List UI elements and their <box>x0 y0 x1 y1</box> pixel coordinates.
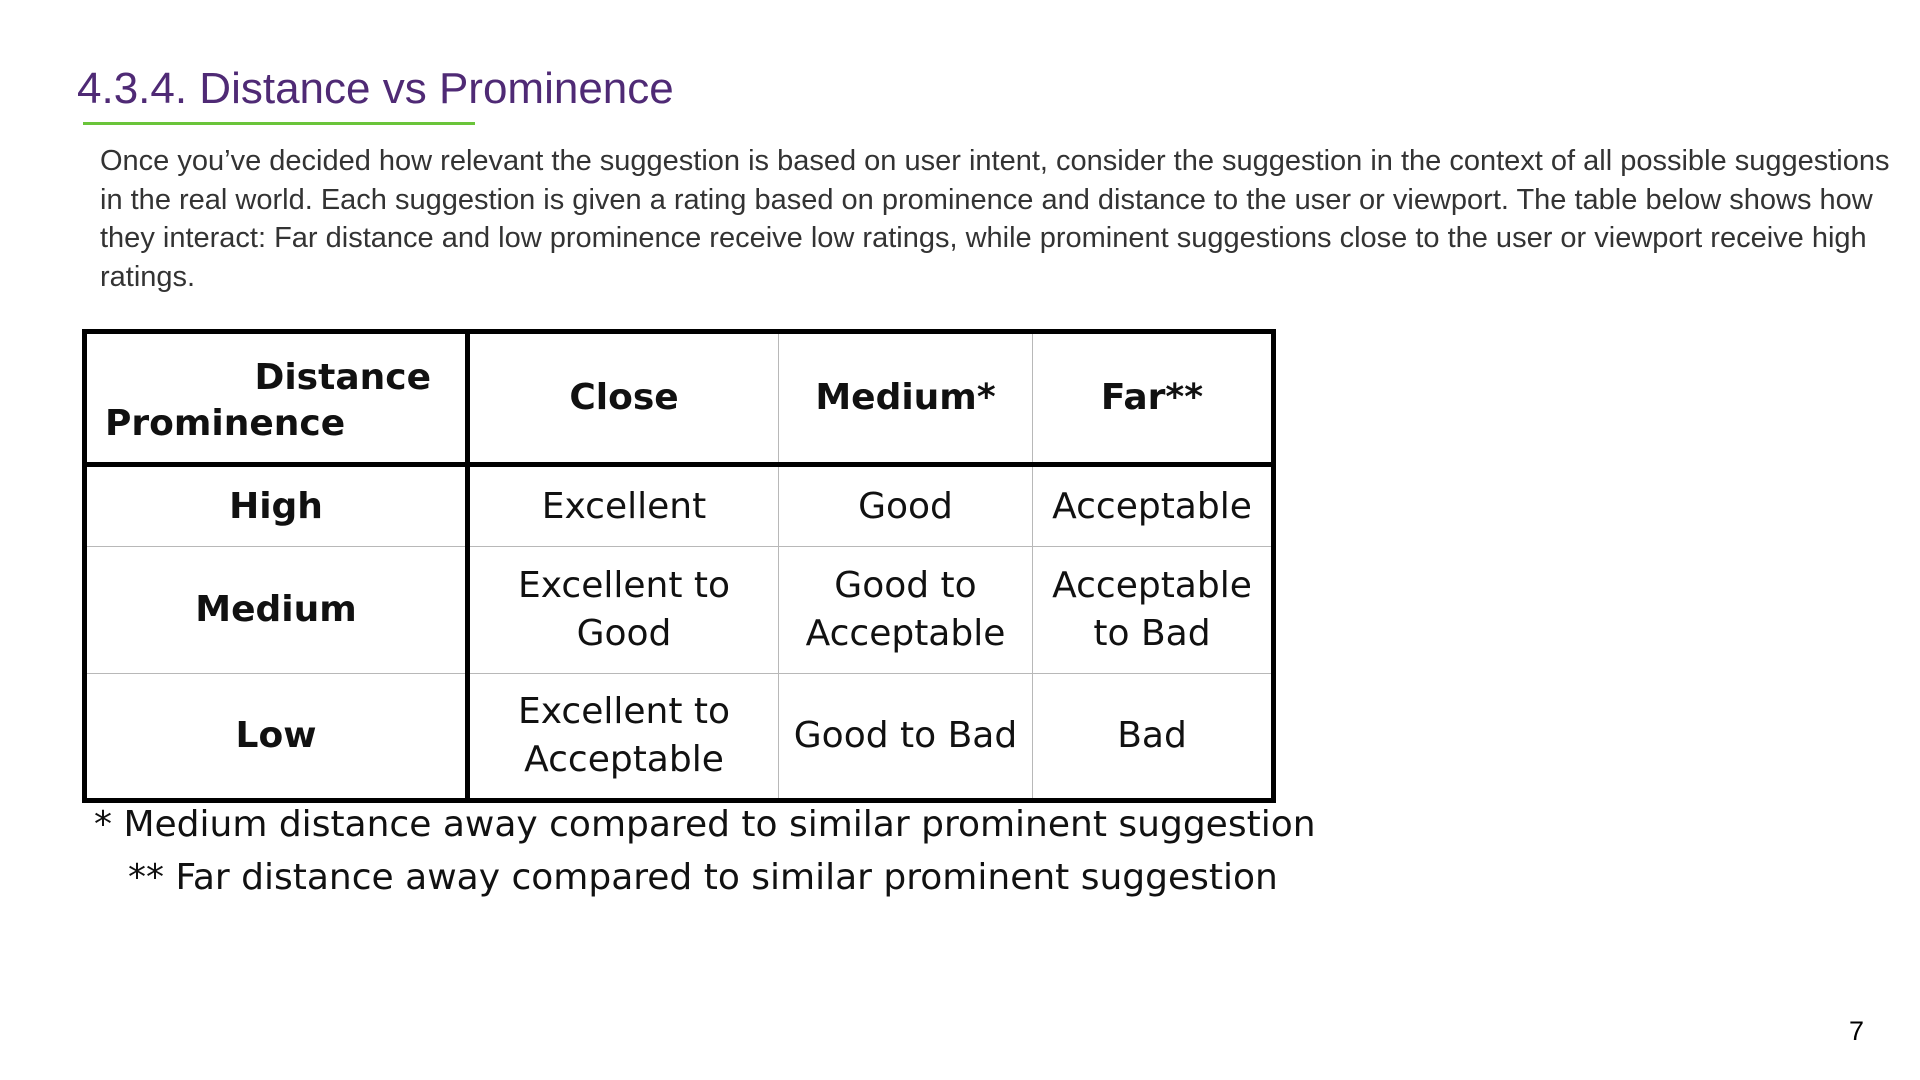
footnote-far: ** Far distance away compared to similar prominent suggestion <box>128 857 1278 898</box>
corner-distance-label: Distance <box>254 357 431 398</box>
footnote-medium: * Medium distance away compared to similar prominent suggestion <box>94 804 1316 845</box>
table-row <box>85 674 1274 801</box>
table-cell: Good to Bad <box>779 674 1033 801</box>
table-cell: Acceptable <box>1033 465 1274 547</box>
page-number: 7 <box>1848 1016 1864 1046</box>
column-header-close: Close <box>468 332 779 465</box>
corner-prominence-label: Prominence <box>105 403 346 444</box>
table-cell: Excellent to Acceptable <box>468 674 779 801</box>
column-header-medium: Medium* <box>779 332 1033 465</box>
rating-table-container <box>82 329 1276 803</box>
row-header-medium: Medium <box>85 547 468 674</box>
title-underline <box>83 122 475 125</box>
page-title: 4.3.4. Distance vs Prominence <box>77 64 674 113</box>
table-cell: Good to Acceptable <box>779 547 1033 674</box>
table-row <box>85 465 1274 547</box>
body-paragraph: Once you’ve decided how relevant the suggestion is based on user intent, consider the suggestion in the context of all possible suggestions in the real world. Each suggestion is given a rating based on prominence and distance to the user or viewport. The table below shows how they interact: Far distance and low prominence receive low ratings, while prominent suggestions close to the user or viewport receive high ratings. <box>100 145 1890 293</box>
table-cell: Excellent <box>468 465 779 547</box>
table-cell: Acceptable to Bad <box>1033 547 1274 674</box>
row-header-low: Low <box>85 674 468 801</box>
table-corner-cell <box>85 332 468 465</box>
table-row <box>85 547 1274 674</box>
row-header-high: High <box>85 465 468 547</box>
table-cell: Bad <box>1033 674 1274 801</box>
column-header-far: Far** <box>1033 332 1274 465</box>
table-cell: Good <box>779 465 1033 547</box>
table-header-row <box>85 332 1274 465</box>
rating-table <box>82 329 1276 803</box>
table-cell: Excellent to Good <box>468 547 779 674</box>
